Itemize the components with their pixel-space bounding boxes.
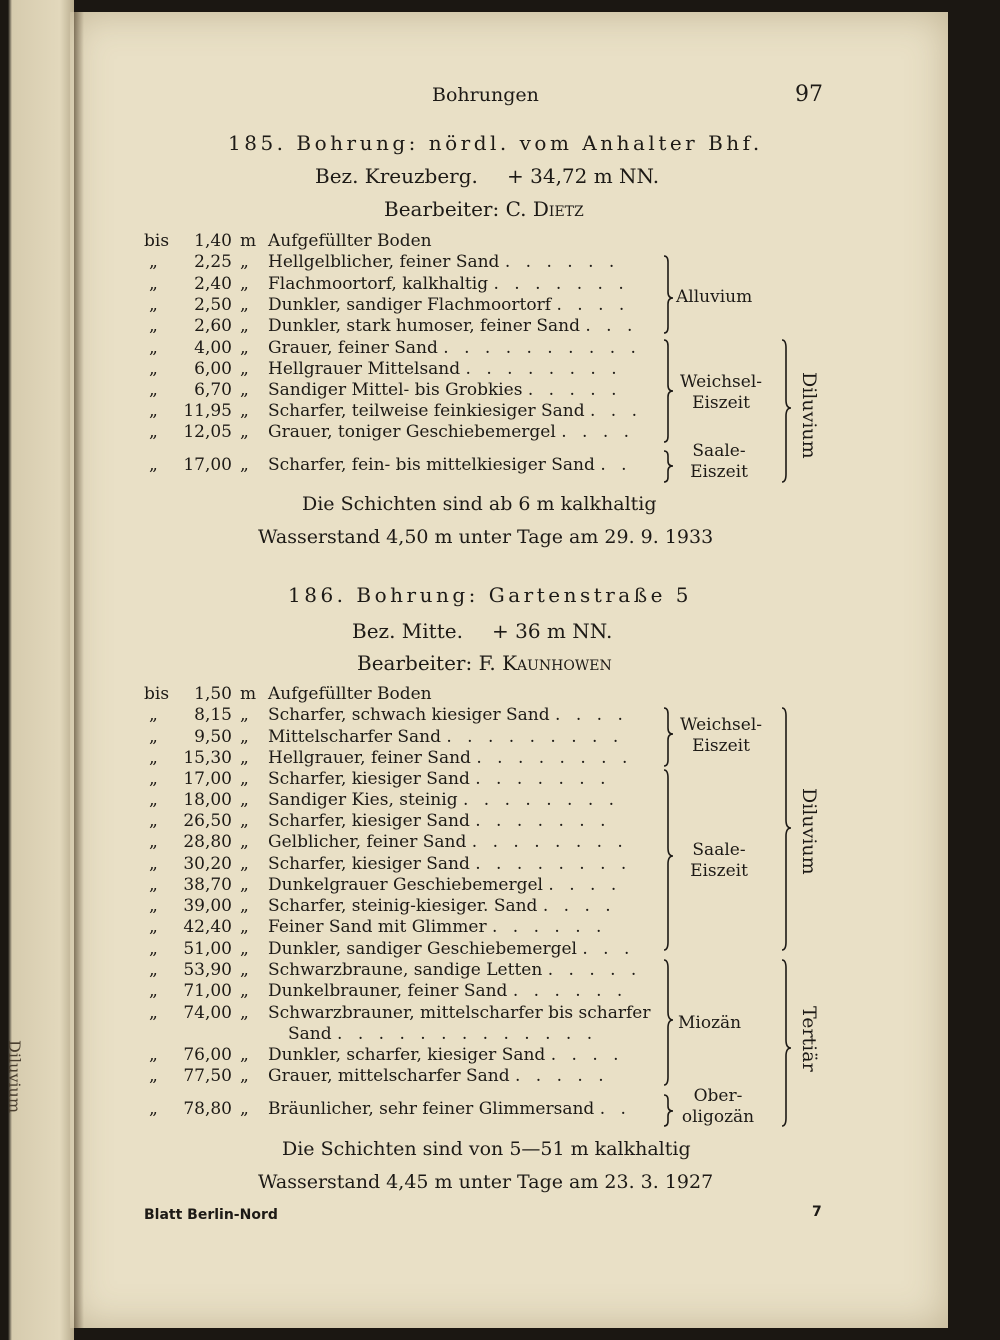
brace-diluvium-186	[782, 708, 791, 950]
label-diluvium: Diluvium	[798, 788, 820, 875]
depth-unit: „	[240, 422, 249, 442]
leader-dots: . . . . . .	[504, 252, 620, 272]
depth-prefix: „	[149, 981, 158, 1001]
depth-prefix: „	[149, 854, 158, 874]
layer-text: Dunkler, scharfer, kiesiger Sand	[268, 1045, 546, 1065]
depth-unit: „	[240, 917, 249, 937]
leader-dots: . . . . . .	[512, 981, 628, 1001]
layer-text: Feiner Sand mit Glimmer	[268, 917, 487, 937]
depth-unit: „	[240, 896, 249, 916]
depth-unit: m	[240, 684, 257, 704]
depth-unit: „	[240, 854, 249, 874]
label-oberoligozaen: Ober- oligozän	[681, 1086, 755, 1127]
label-weichsel-eiszeit: Weichsel- Eiszeit	[679, 715, 763, 756]
layer-text: Bräunlicher, sehr feiner Glimmersand	[268, 1099, 595, 1119]
depth-unit: „	[240, 939, 249, 959]
layer-depth: 6,00	[194, 359, 232, 379]
layer-text: Aufgefüllter Boden	[268, 231, 432, 251]
layer-text: Flachmoortorf, kalkhaltig	[268, 274, 489, 294]
borehole-185-elevation: + 34,72 m NN.	[507, 164, 660, 188]
borehole-185-water-level: Wasserstand 4,50 m unter Tage am 29. 9. 1933	[258, 526, 714, 548]
depth-prefix: „	[149, 252, 158, 272]
brace-oberoligozaen-186	[664, 1095, 673, 1126]
layer-depth: 38,70	[183, 875, 232, 895]
page-number: 97	[795, 82, 823, 107]
depth-unit: „	[240, 380, 249, 400]
layer-depth: 71,00	[183, 981, 232, 1001]
leader-dots: . . . . . . . .	[471, 832, 628, 852]
leader-dots: . . . . . . . .	[462, 790, 620, 810]
leader-dots: . . . . .	[527, 380, 622, 400]
depth-unit: „	[240, 832, 249, 852]
borehole-185-lime-note: Die Schichten sind ab 6 m kalkhaltig	[302, 493, 657, 515]
depth-unit: „	[240, 252, 249, 272]
layer-text: Scharfer, steinig-kiesiger. Sand	[268, 896, 538, 916]
layer-depth: 28,80	[183, 832, 232, 852]
depth-unit: „	[240, 455, 249, 475]
layer-depth: 17,00	[183, 769, 232, 789]
layer-depth: 53,90	[183, 960, 232, 980]
borehole-186-title: 186. Bohrung: Gartenstraße 5	[288, 583, 693, 607]
leader-dots: . . .	[585, 316, 638, 336]
borehole-185-title: 185. Bohrung: nördl. vom Anhalter Bhf.	[228, 131, 763, 155]
leader-dots: . . . .	[542, 896, 616, 916]
leader-dots: . . . .	[555, 705, 628, 725]
depth-prefix: „	[149, 1045, 158, 1065]
layer-text: Hellgrauer, feiner Sand	[268, 748, 471, 768]
layer-text: Dunkler, stark humoser, feiner Sand	[268, 316, 580, 336]
depth-prefix: „	[149, 769, 158, 789]
layer-depth: 78,80	[183, 1099, 232, 1119]
depth-prefix: „	[149, 960, 158, 980]
layer-depth: 6,70	[194, 380, 232, 400]
depth-prefix: „	[149, 401, 158, 421]
layer-text: Scharfer, fein- bis mittelkiesiger Sand	[268, 455, 595, 475]
leader-dots: . .	[600, 455, 632, 475]
leader-dots: . . . .	[550, 1045, 624, 1065]
layer-depth: 30,20	[183, 854, 232, 874]
depth-prefix: „	[149, 422, 158, 442]
depth-prefix: „	[149, 917, 158, 937]
leader-dots: . . . . . . .	[475, 769, 611, 789]
depth-unit: „	[240, 316, 249, 336]
layer-text: Schwarzbraune, sandige Letten	[268, 960, 543, 980]
layer-depth: 77,50	[183, 1066, 232, 1086]
layer-depth: 11,95	[183, 401, 232, 421]
depth-prefix: „	[149, 896, 158, 916]
layer-depth: 1,40	[194, 231, 232, 251]
previous-page-margin-text: Diluvium	[5, 1040, 24, 1113]
depth-unit: „	[240, 1066, 249, 1086]
depth-prefix: „	[149, 455, 158, 475]
brace-saale-185	[664, 451, 673, 482]
borehole-186-lime-note: Die Schichten sind von 5—51 m kalkhaltig	[282, 1138, 691, 1160]
layer-depth: 2,25	[194, 252, 232, 272]
depth-unit: „	[240, 811, 249, 831]
layer-text: Schwarzbrauner, mittelscharfer bis scharfer	[268, 1003, 651, 1023]
depth-prefix: „	[149, 748, 158, 768]
depth-prefix: „	[149, 1066, 158, 1086]
layer-text: Mittelscharfer Sand	[268, 727, 441, 747]
depth-prefix: „	[149, 705, 158, 725]
layer-depth: 18,00	[183, 790, 232, 810]
depth-prefix: bis	[144, 684, 170, 704]
depth-unit: „	[240, 705, 249, 725]
depth-prefix: „	[149, 1099, 158, 1119]
leader-dots: . . . . . . . .	[475, 854, 632, 874]
layer-text: Dunkler, sandiger Geschiebemergel	[268, 939, 577, 959]
leader-dots: . . . . . . . . . .	[443, 338, 641, 358]
borehole-185-district: Bez. Kreuzberg.	[315, 164, 478, 188]
layer-text: Grauer, mittelscharfer Sand	[268, 1066, 510, 1086]
layer-text: Hellgrauer Mittelsand	[268, 359, 461, 379]
leader-dots: . . . . . .	[492, 917, 607, 937]
brace-weichsel-185	[664, 340, 673, 442]
layer-text: Sandiger Mittel- bis Grobkies	[268, 380, 523, 400]
layer-depth: 2,50	[194, 295, 232, 315]
layer-depth: 17,00	[183, 455, 232, 475]
label-saale-eiszeit: Saale- Eiszeit	[690, 441, 748, 482]
depth-unit: „	[240, 960, 249, 980]
layer-depth: 39,00	[183, 896, 232, 916]
leader-dots: . . . . . . .	[475, 811, 611, 831]
layer-depth: 1,50	[194, 684, 232, 704]
brace-alluvium	[664, 256, 673, 333]
leader-dots: . . . . . . . . .	[446, 727, 624, 747]
depth-prefix: „	[149, 1003, 158, 1023]
label-tertiaer: Tertiär	[798, 1006, 820, 1072]
depth-unit: „	[240, 727, 249, 747]
layer-depth: 26,50	[183, 811, 232, 831]
depth-unit: m	[240, 231, 257, 251]
printer-signature: 7	[812, 1204, 822, 1220]
depth-unit: „	[240, 1099, 249, 1119]
layer-text: Dunkler, sandiger Flachmoortorf	[268, 295, 552, 315]
leader-dots: . . . . . . .	[493, 274, 629, 294]
depth-unit: „	[240, 359, 249, 379]
leader-dots: . . . . .	[515, 1066, 609, 1086]
layer-text: Scharfer, kiesiger Sand	[268, 811, 470, 831]
depth-unit: „	[240, 769, 249, 789]
leader-dots: . . .	[582, 939, 635, 959]
depth-prefix: „	[149, 790, 158, 810]
layer-depth: 2,60	[194, 316, 232, 336]
borehole-185-editor: Bearbeiter: C. Dietz	[384, 197, 584, 221]
leader-dots: . . . .	[548, 875, 622, 895]
layer-depth: 2,40	[194, 274, 232, 294]
depth-prefix: „	[149, 832, 158, 852]
layer-text: Sandiger Kies, steinig	[268, 790, 458, 810]
leader-dots: . . . . .	[547, 960, 642, 980]
depth-prefix: „	[149, 380, 158, 400]
layer-text: Scharfer, teilweise feinkiesiger Sand	[268, 401, 585, 421]
depth-unit: „	[240, 274, 249, 294]
layer-text: Hellgelblicher, feiner Sand	[268, 252, 500, 272]
brace-weichsel-186	[664, 708, 673, 766]
depth-prefix: „	[149, 338, 158, 358]
layer-text: Sand	[288, 1024, 332, 1044]
depth-unit: „	[240, 338, 249, 358]
layer-depth: 9,50	[194, 727, 232, 747]
label-diluvium: Diluvium	[798, 372, 820, 459]
depth-prefix: „	[149, 295, 158, 315]
layer-text: Grauer, toniger Geschiebemergel	[268, 422, 556, 442]
depth-prefix: „	[149, 811, 158, 831]
depth-unit: „	[240, 295, 249, 315]
borehole-186-district: Bez. Mitte.	[352, 619, 463, 643]
layer-depth: 51,00	[183, 939, 232, 959]
depth-unit: „	[240, 1045, 249, 1065]
depth-unit: „	[240, 981, 249, 1001]
layer-text: Scharfer, schwach kiesiger Sand	[268, 705, 550, 725]
layer-depth: 8,15	[194, 705, 232, 725]
borehole-186-editor: Bearbeiter: F. Kaunhowen	[357, 651, 612, 675]
leader-dots: . . . . . . . .	[465, 359, 622, 379]
leader-dots: . . . . . . . .	[476, 748, 633, 768]
layer-text: Dunkelgrauer Geschiebemergel	[268, 875, 543, 895]
layer-text: Dunkelbrauner, feiner Sand	[268, 981, 508, 1001]
layer-depth: 76,00	[183, 1045, 232, 1065]
label-alluvium: Alluvium	[676, 287, 753, 307]
layer-depth: 12,05	[183, 422, 232, 442]
depth-unit: „	[240, 790, 249, 810]
depth-prefix: „	[149, 875, 158, 895]
borehole-186-elevation: + 36 m NN.	[492, 619, 613, 643]
leader-dots: . .	[599, 1099, 631, 1119]
depth-unit: „	[240, 875, 249, 895]
label-saale-eiszeit: Saale- Eiszeit	[690, 840, 748, 881]
sheet-footer: Blatt Berlin-Nord	[144, 1207, 278, 1223]
depth-prefix: „	[149, 359, 158, 379]
brace-diluvium-185	[782, 340, 791, 482]
depth-unit: „	[240, 748, 249, 768]
depth-prefix: „	[149, 274, 158, 294]
leader-dots: . . . .	[561, 422, 635, 442]
depth-prefix: „	[149, 727, 158, 747]
depth-unit: „	[240, 401, 249, 421]
depth-prefix: „	[149, 316, 158, 336]
running-header: Bohrungen	[432, 84, 539, 106]
depth-unit: „	[240, 1003, 249, 1023]
depth-prefix: „	[149, 939, 158, 959]
borehole-186-water-level: Wasserstand 4,45 m unter Tage am 23. 3. 1927	[258, 1171, 714, 1193]
label-miozaen: Miozän	[678, 1013, 742, 1033]
brace-saale-186	[664, 770, 673, 950]
layer-depth: 15,30	[183, 748, 232, 768]
layer-text: Grauer, feiner Sand	[268, 338, 438, 358]
layer-depth: 4,00	[194, 338, 232, 358]
layer-depth: 74,00	[183, 1003, 232, 1023]
brace-miozaen-186	[664, 960, 673, 1085]
brace-tertiaer-186	[782, 960, 791, 1126]
leader-dots: . . . .	[556, 295, 630, 315]
layer-text: Scharfer, kiesiger Sand	[268, 854, 470, 874]
layer-text: Gelblicher, feiner Sand	[268, 832, 467, 852]
leader-dots: . . .	[590, 401, 643, 421]
layer-depth: 42,40	[183, 917, 232, 937]
leader-dots: . . . . . . . . . . . . .	[337, 1024, 598, 1044]
layer-text: Aufgefüllter Boden	[268, 684, 432, 704]
depth-prefix: bis	[144, 231, 170, 251]
layer-text: Scharfer, kiesiger Sand	[268, 769, 470, 789]
label-weichsel-eiszeit: Weichsel- Eiszeit	[679, 372, 763, 413]
